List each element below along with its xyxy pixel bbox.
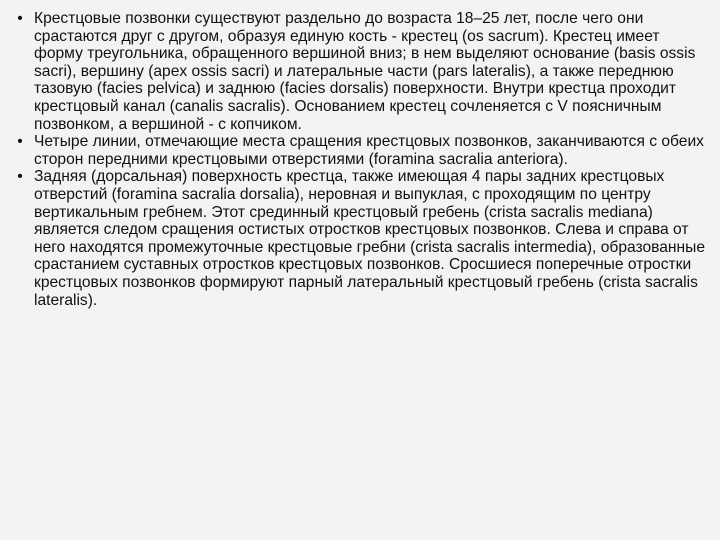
bullet-icon: • bbox=[17, 10, 23, 27]
bullet-icon: • bbox=[17, 133, 23, 151]
bullet-icon: • bbox=[17, 168, 23, 186]
bullet-item-fusion-lines bbox=[10, 133, 706, 168]
bullet-list bbox=[10, 10, 706, 309]
bullet-item-dorsal-surface bbox=[10, 168, 706, 309]
paragraph-text: Крестцовые позвонки существуют раздельно до возраста 18–25 лет, после чего они срастаются друг с другом, образуя единую кость - крестец (os sacrum). Крестец имеет форму треугольника, обращенного вершиной вниз; в нем выделяют основание (basis ossis sacri), вершину (apex ossis sacri) и латеральные части (pars lateralis), а также переднюю тазовую (facies pelvica) и заднюю (facies dorsalis) поверхности. Внутри крестца проходит крестцовый канал (canalis sacralis). Основанием крестец сочленяется с V поясничным позвонком, а вершиной - с копчиком. bbox=[34, 10, 696, 133]
bullet-item-sacral-vertebrae bbox=[10, 10, 706, 133]
paragraph-text: Задняя (дорсальная) поверхность крестца, также имеющая 4 пары задних крестцовых отверстий (foramina sacralia dorsalia), неровная и выпуклая, с проходящим по центру вертикальным гребнем. Этот срединный крестцовый гребень (crista sacralis mediana) является следом сращения остистых отростков крестцовых позвонков. Слева и справа от него находятся промежуточные крестцовые гребни (crista sacralis intermedia), образованные срастанием суставных отростков крестцовых позвонков. Сросшиеся поперечные отростки крестцовых позвонков формируют парный латеральный крестцовый гребень (crista sacralis lateralis). bbox=[34, 168, 706, 309]
paragraph-text: Четыре линии, отмечающие места сращения крестцовых позвонков, заканчиваются с обеих сторон передними крестцовыми отверстиями (foramina sacralia anteriora). bbox=[34, 133, 704, 168]
